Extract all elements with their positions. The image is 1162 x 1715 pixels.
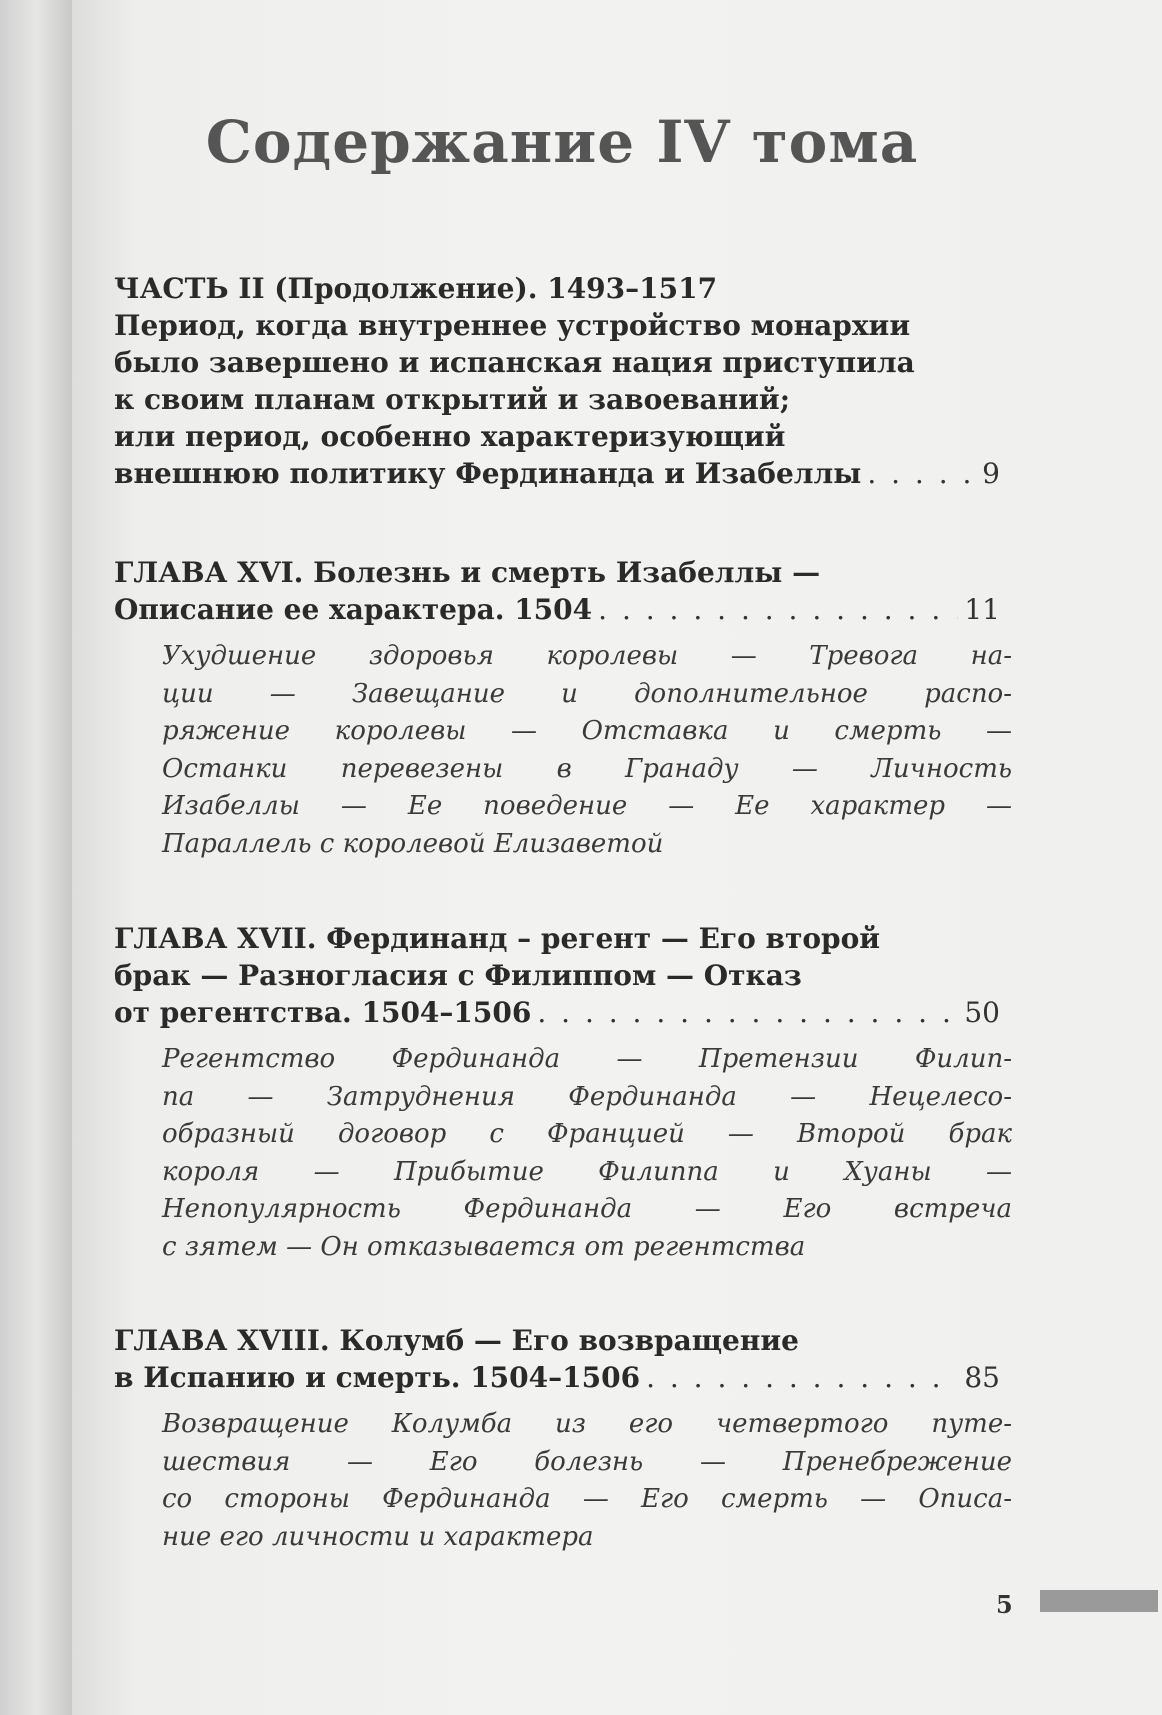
chapter-heading-line: в Испанию и смерть. 1504–1506 [114,1361,641,1394]
page-folio-number: 5 [996,1590,1013,1619]
chapter-summary [162,638,1012,863]
book-gutter [0,0,72,1715]
part-heading-line: ЧАСТЬ II (Продолжение). 1493–1517 [114,272,718,305]
leader-dots [537,994,958,1031]
page-number: 50 [964,996,1000,1029]
folio-bar [1040,1590,1158,1612]
part-heading-line: внешнюю политику Фердинанда и Изабеллы [114,457,862,490]
page-number: 11 [964,593,1000,626]
page-number: 85 [964,1361,1000,1394]
summary-line: па — Затруднения Фердинанда — Нецелесо- [162,1081,1012,1112]
part-heading-line: к своим планам открытий и завоеваний; [114,383,791,416]
leader-dots [598,591,958,628]
summary-line: со стороны Фердинанда — Его смерть — Описа- [162,1484,1012,1514]
summary-line: Изабеллы — Ее поведение — Ее характер — [162,791,1012,821]
summary-line: короля — Прибытие Филиппа и Хуаны — [162,1156,1012,1187]
summary-line: Параллель с королевой Елизаветой [162,828,664,859]
toc-part-entry [114,270,1000,492]
page-title: Содержание IV тома [205,108,919,176]
summary-line: Регентство Фердинанда — Претензии Филип- [162,1044,1012,1074]
toc-chapter-entry [114,1322,1012,1556]
chapter-heading-last-line [114,1359,1000,1396]
toc-chapter-entry [114,920,1012,1266]
summary-line: ции — Завещание и дополнительное распо- [162,678,1012,709]
summary-line: Ухудшение здоровья королевы — Тревога на- [162,641,1012,671]
page-number: 9 [982,457,1000,490]
leader-dots [867,455,976,492]
chapter-summary [162,1406,1012,1556]
leader-dots [646,1359,958,1396]
part-heading-line: было завершено и испанская нация приступила [114,346,915,379]
part-heading-line: или период, особенно характеризующий [114,420,786,453]
chapter-heading-line: ГЛАВА XVIII. Колумб — Его возвращение [114,1324,799,1357]
chapter-heading-last-line [114,994,1000,1031]
part-heading-last-line [114,455,1000,492]
summary-line: шествия — Его болезнь — Пренебрежение [162,1446,1012,1477]
summary-line: Непопулярность Фердинанда — Его встреча [162,1194,1012,1224]
summary-line: ряжение королевы — Отставка и смерть — [162,716,1012,746]
summary-line: с зятем — Он отказывается от регентства [162,1231,806,1262]
chapter-heading-line: брак — Разногласия с Филиппом — Отказ [114,959,802,992]
summary-line: Останки перевезены в Гранаду — Личность [162,753,1012,784]
chapter-heading-line: ГЛАВА XVI. Болезнь и смерть Изабеллы — [114,556,821,589]
summary-line: образный договор с Францией — Второй брак [162,1119,1012,1149]
chapter-heading-line: от регентства. 1504–1506 [114,996,532,1029]
toc-chapter-entry [114,554,1012,863]
summary-line: Возвращение Колумба из его четвертого путе- [162,1409,1012,1439]
chapter-summary [162,1041,1012,1266]
part-heading-line: Период, когда внутреннее устройство монархии [114,309,911,342]
chapter-heading-last-line [114,591,1000,628]
summary-line: ние его личности и характера [162,1521,594,1552]
chapter-heading-line: ГЛАВА XVII. Фердинанд – регент — Его второй [114,922,881,955]
chapter-heading-line: Описание ее характера. 1504 [114,593,593,626]
